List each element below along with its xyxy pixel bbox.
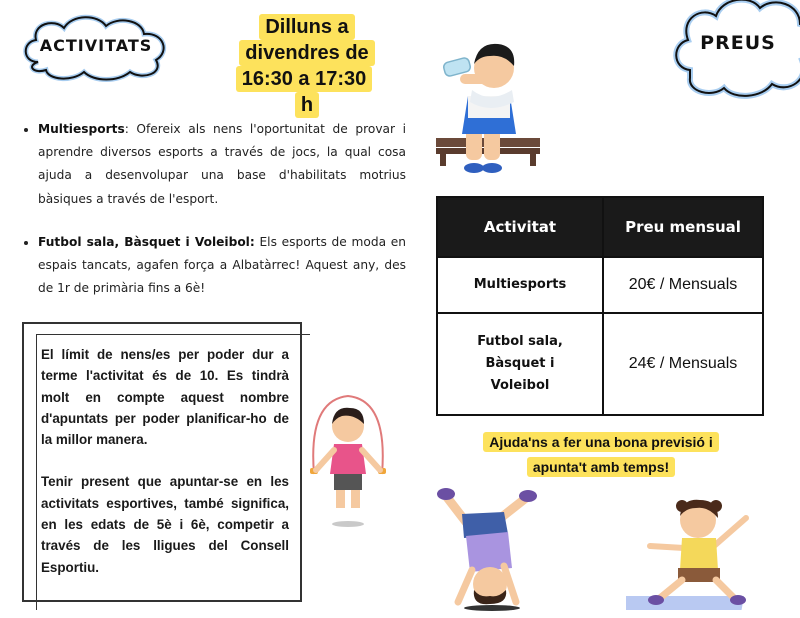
boy-cartwheel-icon [436, 486, 546, 612]
schedule-line: 16:30 a 17:30 h [236, 66, 373, 118]
advice-highlight [456, 430, 746, 480]
price-cell: 24€ / Mensuals [603, 313, 763, 415]
price-cell: 20€ / Mensuals [603, 257, 763, 313]
activity-line: Bàsquet i [485, 356, 555, 371]
schedule-line: divendres de [239, 40, 374, 66]
activity-cell [437, 313, 603, 415]
list-item [38, 231, 406, 301]
column-header: Preu mensual [603, 197, 763, 257]
activity-name: Multiesports [38, 122, 125, 136]
info-paragraph: El límit de nens/es per poder dur a terme l'activitat és de 10. Es tindrà molt en compte aquest nombre d'apuntats per poder planificar-ho de la millor manera. [41, 347, 289, 448]
schedule-line: Dilluns a [259, 14, 354, 40]
list-item [38, 118, 406, 211]
activity-cell: Multiesports [437, 257, 603, 313]
table-row [437, 313, 763, 415]
activities-title-cloud [18, 12, 174, 82]
activity-description: Ofereix als nens l'oportunitat de provar i aprendre diversos esports a través de jocs, la qual cosa ajuda a desenvolupar una base d'habilitats motrius bàsiques a través de l'esport. [38, 122, 406, 206]
activity-line: Futbol sala, [477, 334, 563, 349]
activity-line: Voleibol [490, 378, 550, 393]
girl-stretching-icon [626, 494, 766, 614]
advice-line: Ajuda'ns a fer una bona previsió i [483, 432, 719, 452]
column-header: Activitat [437, 197, 603, 257]
activity-separator: : [124, 122, 129, 136]
girl-jumping-rope-icon [302, 390, 394, 530]
boy-drinking-water-icon [432, 34, 544, 180]
prices-title: PREUS [700, 32, 776, 54]
info-paragraph: Tenir present que apuntar-se en les activitats esportives, també significa, en les edats de 5è i 6è, competir a través de les lligues del Consell Esportiu. [41, 474, 289, 575]
activities-title: ACTIVITATS [39, 36, 153, 55]
table-row [437, 257, 763, 313]
activities-list [20, 118, 406, 320]
prices-title-cloud [668, 0, 800, 100]
price-table [436, 196, 764, 416]
schedule-highlight [230, 14, 384, 118]
info-text [41, 344, 289, 599]
table-header-row [437, 197, 763, 257]
activity-description: Els esports de moda en espais tancats, agafen força a Albatàrrec! Aquest any, des de 1r de primària fins a 6è! [38, 234, 406, 296]
info-box [22, 322, 302, 602]
activity-name: Futbol sala, Bàsquet i Voleibol: [38, 234, 255, 249]
advice-line: apunta't amb temps! [527, 457, 675, 477]
